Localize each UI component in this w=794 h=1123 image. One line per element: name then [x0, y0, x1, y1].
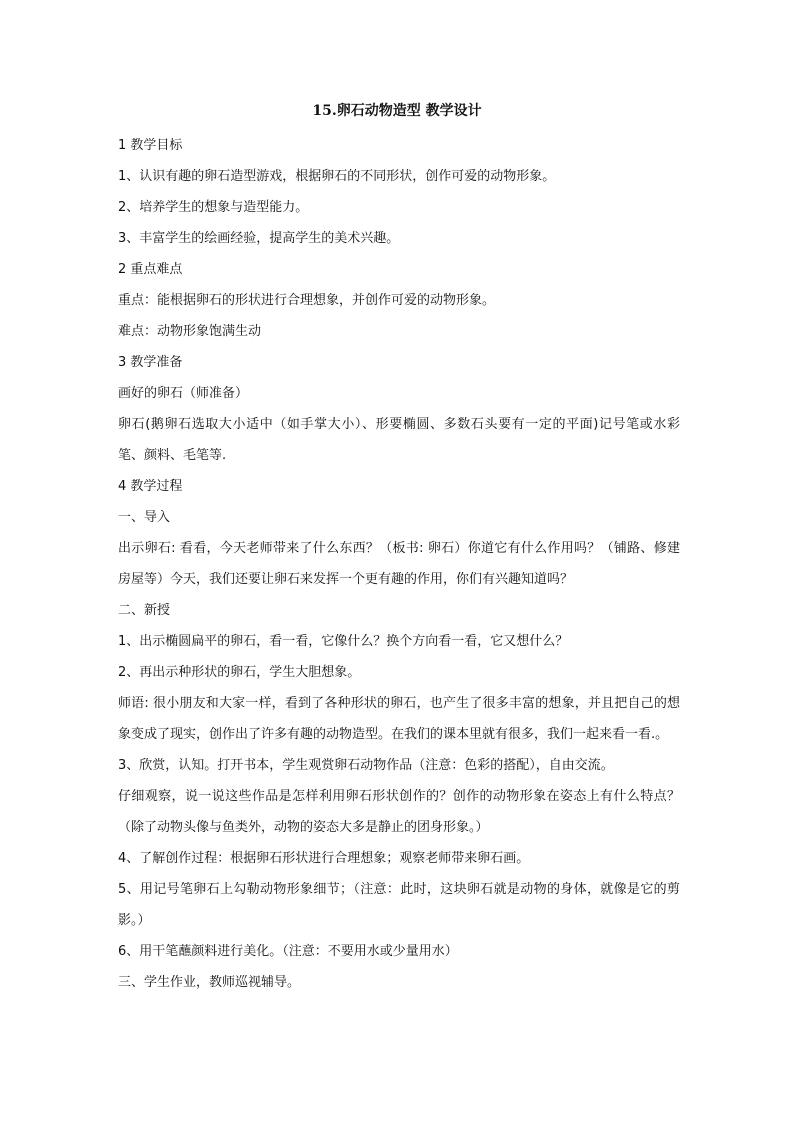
document-title: 15.卵石动物造型 教学设计	[312, 103, 482, 119]
paragraph: 3、欣赏，认知。打开书本，学生观赏卵石动物作品（注意：色彩的搭配），自由交流。	[118, 758, 614, 773]
paragraph: 4 教学过程	[118, 479, 183, 494]
paragraph: 卵石(鹅卵石选取大小适中（如手掌大小）、形要椭圆、多数石头要有一定的平面)记号笔或水彩笔、颜料、毛笔等.	[118, 417, 680, 463]
paragraph: 二、新授	[118, 603, 171, 618]
paragraph: 1、出示椭圆扁平的卵石，看一看，它像什么？换个方向看一看，它又想什么？	[118, 634, 569, 649]
paragraph: 5、用记号笔卵石上勾勒动物形象细节；（注意：此时，这块卵石就是动物的身体，就像是它的剪影。）	[118, 882, 680, 928]
paragraph: 重点：能根据卵石的形状进行合理想象，并创作可爱的动物形象。	[118, 293, 496, 308]
paragraph: 出示卵石: 看看，今天老师带来了什么东西？（板书: 卵石）你道它有什么作用吗？（铺路、修建房屋等）今天，我们还要让卵石来发挥一个更有趣的作用，你们有兴趣知道吗？	[118, 541, 680, 587]
paragraph: 1 教学目标	[118, 138, 183, 153]
paragraph: 4、了解创作过程：根据卵石形状进行合理想象；观察老师带来卵石画。	[118, 851, 530, 866]
paragraph: 1、认识有趣的卵石造型游戏，根据卵石的不同形状，创作可爱的动物形象。	[118, 169, 556, 184]
paragraph: 一、导入	[118, 510, 171, 525]
paragraph: 2 重点难点	[118, 262, 183, 277]
paragraph: 画好的卵石（师准备）	[118, 386, 249, 401]
paragraph: 3、丰富学生的绘画经验，提高学生的美术兴趣。	[118, 231, 400, 246]
paragraph: 难点：动物形象饱满生动	[118, 324, 262, 339]
paragraph: 2、培养学生的想象与造型能力。	[118, 200, 309, 215]
paragraph: 三、学生作业，教师巡视辅导。	[118, 975, 301, 990]
paragraph: 师语: 很小朋友和大家一样，看到了各种形状的卵石，也产生了很多丰富的想象，并且把自己的想象变成了现实，创作出了许多有趣的动物造型。在我们的课本里就有很多，我们一起来看一看.。	[118, 696, 680, 742]
paragraph: 6、用干笔蘸颜料进行美化。（注意：不要用水或少量用水）	[118, 944, 458, 959]
paragraph: 3 教学准备	[118, 355, 183, 370]
document-body	[118, 130, 680, 998]
paragraph: 2、再出示种形状的卵石，学生大胆想象。	[118, 665, 361, 680]
paragraph: 仔细观察，说一说这些作品是怎样利用卵石形状创作的？创作的动物形象在姿态上有什么特点？（除了动物头像与鱼类外，动物的姿态大多是静止的团身形象。）	[118, 789, 680, 835]
